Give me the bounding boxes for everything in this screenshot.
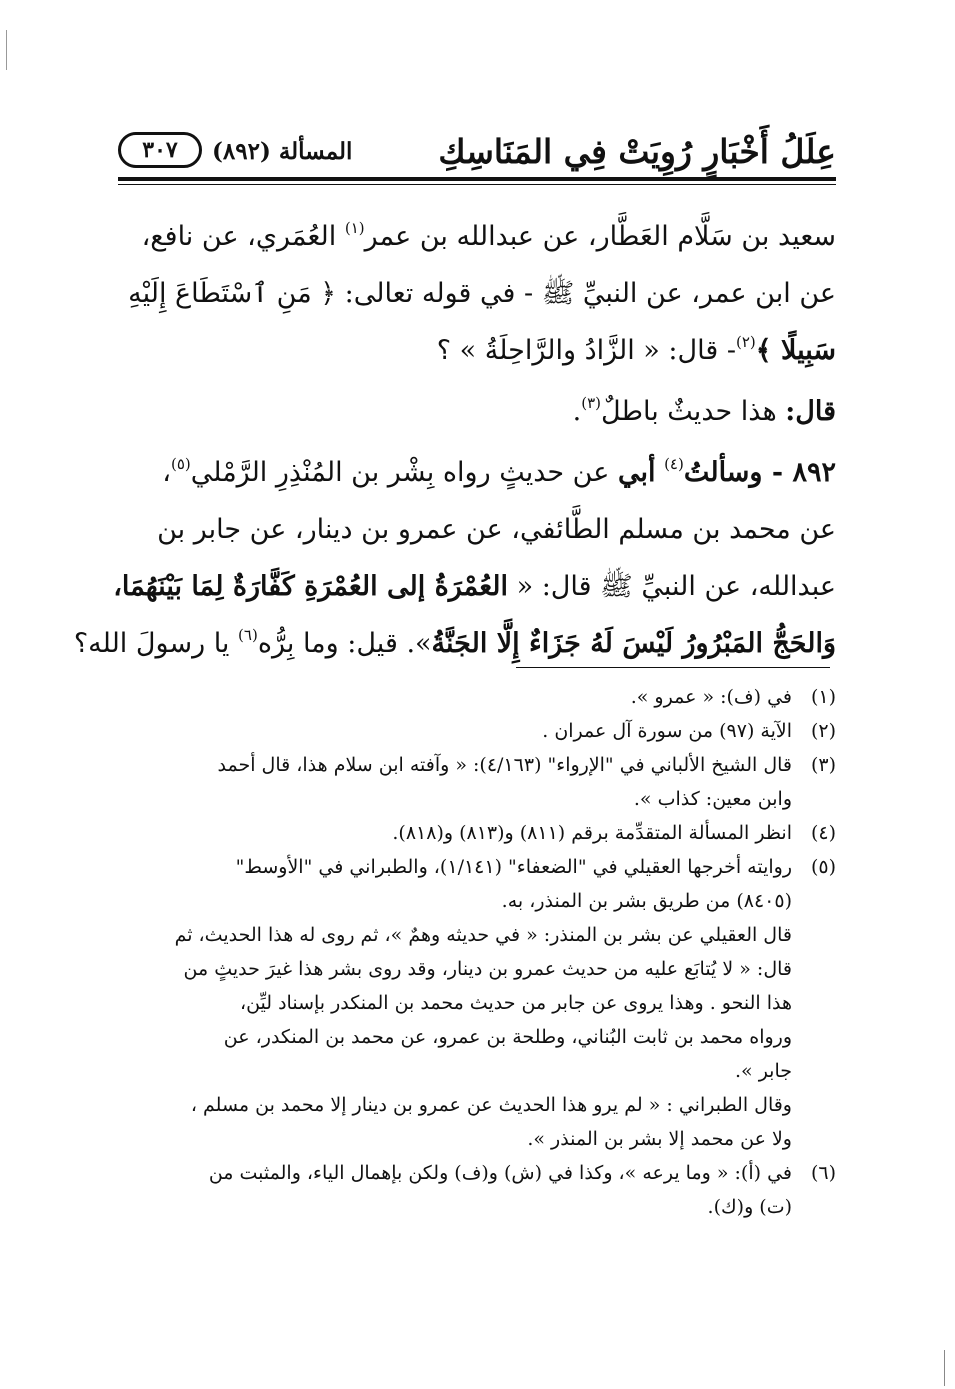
header-rule-thick [118, 177, 836, 181]
footnote-5-cont: ورواه محمد بن ثابت البُناني، وطلحة بن عمرو، عن محمد بن المنكدر، عن [223, 1026, 792, 1048]
scan-edge-mark [6, 30, 7, 70]
footnote-2: (٢)الآية (٩٧) من سورة آل عمران . [542, 720, 836, 742]
text-line: عبدالله، عن النبيِّ ﷺ قال: « العُمْرَةُ إلى العُمْرَةِ كَفَّارَةٌ لِمَا بَيْنَهُمَا، [113, 571, 836, 602]
footnote-ref: (٦) [238, 626, 258, 644]
footnotes [118, 680, 836, 1224]
footnote-5-cont: وقال الطبراني : « لم يرو هذا الحديث عن عمرو بن دينار إلا محمد بن مسلم ، [190, 1094, 792, 1116]
main-text [73, 208, 836, 672]
scan-edge-mark [944, 1350, 945, 1386]
footnote-ref: (١) [344, 219, 365, 237]
footnote-3: (٣)قال الشيخ الألباني في "الإرواء" (٤/١٦٣): « وآفته ابن سلام هذا، قال أحمد [217, 754, 836, 776]
footnote-ref: (٣) [581, 394, 602, 412]
text-line: ٨٩٢ - وسألتُ$^{(٤)}$ أبي عن حديثٍ رواه بِشْر بن المُنْذِرِ الرَّمْلي$^{(٥)}$، [162, 455, 836, 488]
header-rule-thin [118, 184, 836, 185]
footnote-5-cont: هذا النحو . وهذا يروى عن جابر من حديث محمد بن المنكدر بإسناد ليِّن، [239, 992, 792, 1014]
footnote-4: (٤)انظر المسألة المتقدِّمة برقم (٨١١) و(٨١٣) و(٨١٨). [392, 822, 836, 844]
issue-label: المسألة (٨٩٢) [212, 138, 353, 165]
footnote-5-cont: جابر ». [734, 1060, 792, 1082]
text-line: سعيد بن سَلَّام العَطَّار، عن عبدالله بن عمر$^{(١)}$ العُمَري، عن نافع، [141, 219, 836, 252]
running-title: عِلَلُ أَخْبَارٍ رُوِيَتْ فِي المَنَاسِكِ [438, 132, 836, 171]
text-line: قال: هذا حديثٌ باطلٌ$^{(٣)}$. [572, 394, 836, 427]
footnote-5-cont: قال العقيلي عن بشر بن المنذر: « في حديثه وهمٌ »، ثم روى له هذا الحديث، ثم [174, 924, 792, 946]
footnote-6: (٦)في (أ): « وما يرعه »، وكذا في (ش) و(ف) ولكن بإهمال الياء، والمثبت من [208, 1162, 836, 1184]
text-line: وَالحَجُّ المَبْرُورُ لَيْسَ لَهُ جَزَاءٌ إِلَّا الجَنَّةُ». قيل: وما بِرُّه$^{(٦)}$ يا رسولَ الله؟ [73, 626, 836, 659]
footnote-1: (١)في (ف): « عمرو ». [630, 686, 836, 708]
text-line: سَبِيلًا ﴾$^{(٢)}$- قال: « الزَّادُ والرَّاحِلَةُ » ؟ [436, 333, 836, 366]
text-line: عن ابن عمر، عن النبيِّ ﷺ - في قوله تعالى: ﴿ مَنِ ٱسْتَطَاعَ إِلَيْهِ [128, 278, 836, 309]
footnote-5-cont: قال: « لا يُتابَع عليه من حديث عمرو بن دينار، وقد روى بشر هذا غيرَ حديثٍ من [183, 958, 792, 980]
footnote-5-cont: ولا عن محمد إلا بشر بن المنذر ». [527, 1128, 792, 1150]
page-number-badge: ٣٠٧ [118, 132, 202, 168]
page-header [118, 128, 836, 176]
footnote-ref: (٥) [170, 455, 191, 473]
footnote-3-cont: وابن معين: كذاب ». [633, 788, 792, 810]
footnote-6-cont: (ت) و(ك). [707, 1196, 792, 1218]
footnote-ref: (٤) [664, 455, 684, 473]
footnote-separator [516, 667, 830, 668]
footnote-ref: (٢) [735, 333, 756, 351]
footnote-5-cont: (٨٤٠٥) من طريق بشر بن المنذر، به. [501, 890, 792, 912]
footnote-5: (٥)روايته أخرجها العقيلي في "الضعفاء" (١/١٤١)، والطبراني في "الأوسط" [235, 856, 836, 878]
text-line: عن محمد بن مسلم الطَّائفي، عن عمرو بن دينار، عن جابر بن [157, 514, 836, 545]
